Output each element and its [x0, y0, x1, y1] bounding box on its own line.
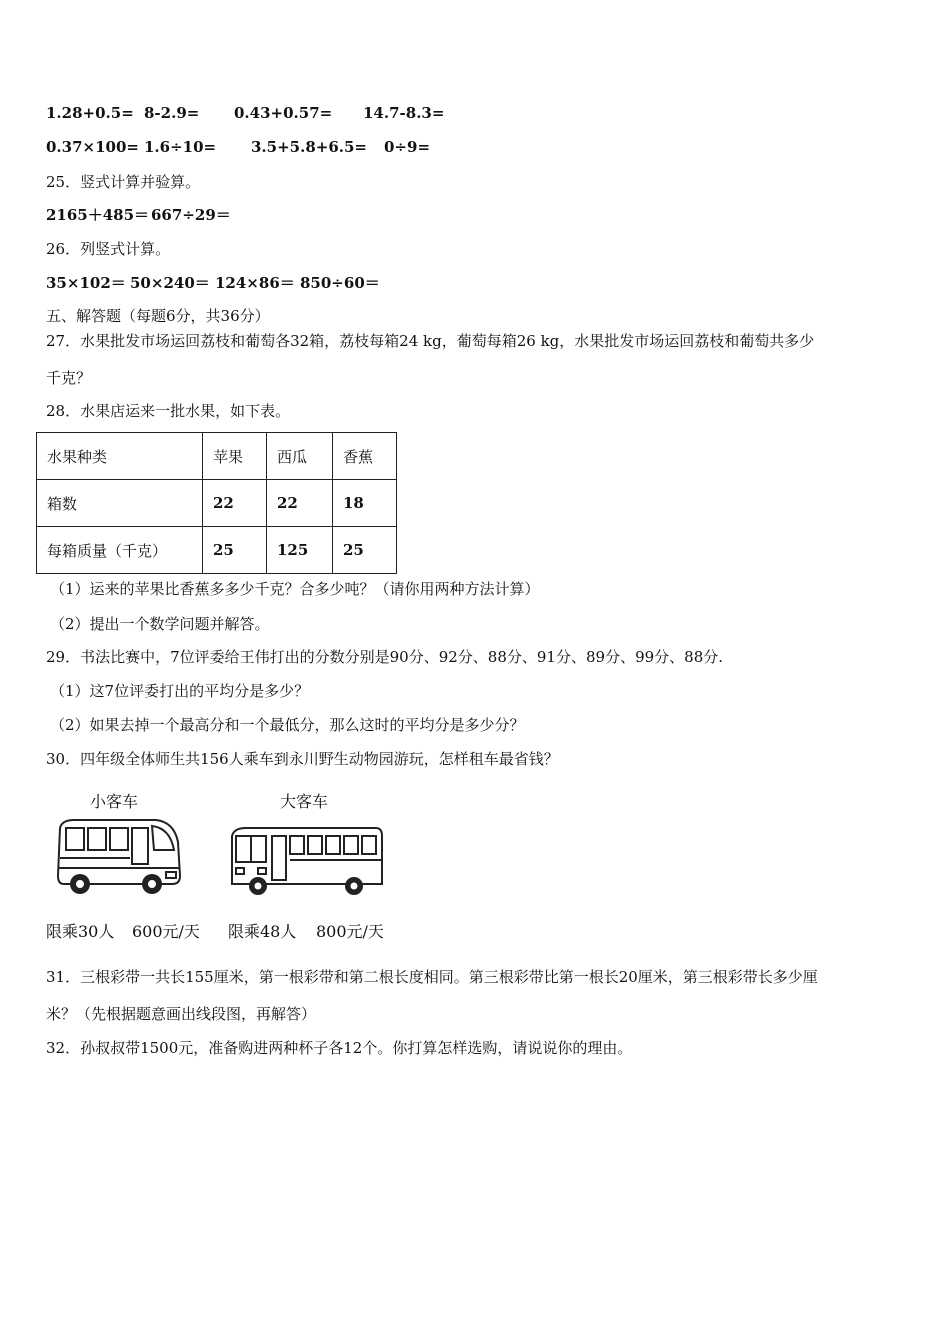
- table-cell: 25: [333, 527, 397, 574]
- table-header-cell: 香蕉: [333, 433, 397, 480]
- small-bus-limit: 限乘30人: [46, 922, 115, 941]
- section-heading: 五、解答题（每题6分，共36分）: [46, 307, 270, 325]
- calc-item: 124×86＝: [215, 274, 295, 292]
- table-cell: 每箱质量（千克）: [37, 527, 203, 574]
- table-cell: 18: [333, 480, 397, 527]
- calc-item: 50×240＝: [130, 274, 210, 292]
- table-row: [37, 480, 397, 527]
- table-header-row: [37, 433, 397, 480]
- calc-item: 1.28+0.5=: [46, 104, 134, 122]
- calc-item: 35×102＝: [46, 274, 126, 292]
- q26-title: 26．列竖式计算。: [46, 240, 171, 258]
- small-bus-icon: [52, 816, 184, 898]
- calc-item: 0.43+0.57=: [234, 104, 333, 122]
- big-bus-limit: 限乘48人: [228, 922, 297, 941]
- q31-line-2: 米？（先根据题意画出线段图，再解答）: [46, 1005, 317, 1023]
- q25-title: 25．竖式计算并验算。: [46, 173, 201, 191]
- table-cell: 22: [203, 480, 267, 527]
- fruit-table: [36, 432, 397, 574]
- q28-title: 28．水果店运来一批水果，如下表。: [46, 402, 291, 420]
- q31-line-1: 31．三根彩带一共长155厘米，第一根彩带和第二根长度相同。第三根彩带比第一根长20厘米，第三根彩带长多少厘: [46, 968, 818, 986]
- table-header-cell: 水果种类: [37, 433, 203, 480]
- table-header-cell: 苹果: [203, 433, 267, 480]
- calc-item: 0.37×100=: [46, 138, 139, 156]
- calc-item: 1.6÷10=: [144, 138, 217, 156]
- calc-item: 14.7-8.3=: [363, 104, 445, 122]
- q28-sub-2: （2）提出一个数学问题并解答。: [50, 615, 270, 633]
- q29-sub-2: （2）如果去掉一个最高分和一个最低分，那么这时的平均分是多少分？: [50, 716, 525, 734]
- big-bus-icon: [226, 826, 386, 898]
- calc-item: 667÷29＝: [151, 206, 231, 224]
- calc-item: 850÷60＝: [300, 274, 380, 292]
- table-cell: 22: [267, 480, 333, 527]
- calc-item: 3.5+5.8+6.5=: [251, 138, 367, 156]
- table-header-cell: 西瓜: [267, 433, 333, 480]
- q27-line-2: 千克？: [46, 369, 92, 387]
- table-cell: 箱数: [37, 480, 203, 527]
- table-row: [37, 527, 397, 574]
- table-cell: 25: [203, 527, 267, 574]
- table-cell: 125: [267, 527, 333, 574]
- q29-sub-1: （1）这7位评委打出的平均分是多少？: [50, 682, 310, 700]
- q28-sub-1: （1）运来的苹果比香蕉多多少千克？合多少吨？（请你用两种方法计算）: [50, 580, 540, 598]
- calc-item: 0÷9=: [384, 138, 431, 156]
- small-bus-label: 小客车: [90, 792, 139, 811]
- q32: 32．孙叔叔带1500元，准备购进两种杯子各12个。你打算怎样选购，请说说你的理由。: [46, 1039, 633, 1057]
- q30-title: 30．四年级全体师生共156人乘车到永川野生动物园游玩，怎样租车最省钱？: [46, 750, 559, 768]
- q29-title: 29．书法比赛中，7位评委给王伟打出的分数分别是90分、92分、88分、91分、89分、99分、88分.: [46, 648, 724, 666]
- calc-item: 2165＋485＝: [46, 206, 150, 224]
- q27-line-1: 27．水果批发市场运回荔枝和葡萄各32箱，荔枝每箱24 kg，葡萄每箱26 kg，水果批发市场运回荔枝和葡萄共多少: [46, 332, 815, 350]
- calc-item: 8-2.9=: [144, 104, 200, 122]
- small-bus-price: 600元/天: [132, 922, 200, 941]
- big-bus-label: 大客车: [280, 792, 329, 811]
- big-bus-price: 800元/天: [316, 922, 384, 941]
